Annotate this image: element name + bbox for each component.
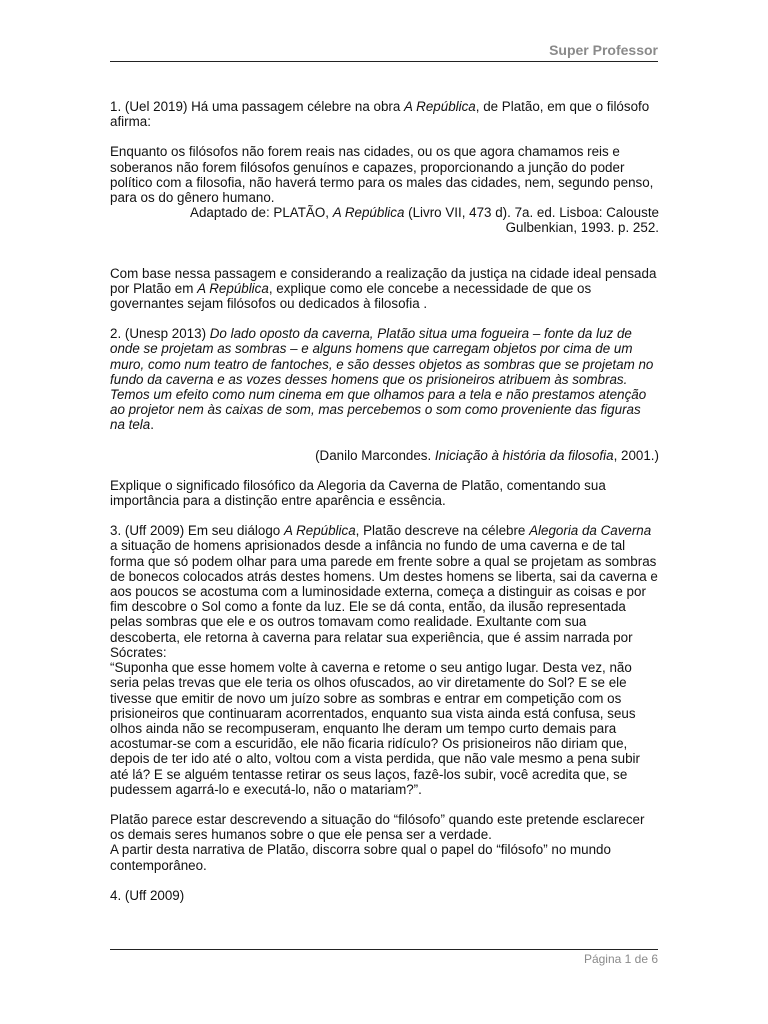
header-rule bbox=[110, 61, 658, 62]
header-brand: Super Professor bbox=[549, 42, 658, 58]
q2-quote: Do lado oposto da caverna, Platão situa uma fogueira – fonte da luz de onde se projetam as sombras – e alguns homens que carregam objetos por cima de um muro, como num teatro de fantoches, e são desses objetos as sombras que se projetam no fundo da caverna e as vozes desses homens que os prisioneiros atribuem às sombras. Temos um efeito como num cinema em que olhamos para a tela e não prestamos atenção ao projetor nem às caixas de som, mas percebemos o som como proveniente das figuras na tela bbox=[110, 326, 654, 433]
q2-task: Explique o significado filosófico da Alegoria da Caverna de Platão, comentando sua importância para a distinção entre aparência e essência. bbox=[110, 477, 606, 509]
q3-number: 3. bbox=[110, 523, 122, 539]
q1-intro: 1. (Uel 2019) Há uma passagem célebre na obra A República, de Platão, em que o filósofo afirma: bbox=[110, 99, 650, 130]
q3-intro: 3. (Uff 2009) Em seu diálogo A República, Platão descreve na célebre Alegoria da Caverna a situação de homens aprisionados desde a infância no fundo de uma caverna e de tal forma que só podem olhar para uma parede em frente sobre a qual se projetam as sombras de bonecos colocados atrás destes homens. Um destes homens se liberta, sai da caverna e aos poucos se acostuma com a luminosidade externa, começa a distinguir as coisas e por fim descobre o Sol como a fonte da luz. Ele se dá conta, então, da ilusão representada pelas sombras que ele e os outros tomavam como realidade. Exultante com sua descoberta, ele retorna à caverna para relatar sua experiência, que é assim narrada por Sócrates: bbox=[110, 523, 658, 660]
q2-number: 2. bbox=[110, 326, 122, 342]
q2-intro: 2. (Unesp 2013) Do lado oposto da caverna, Platão situa uma fogueira – fonte da luz de onde se projetam as sombras – e alguns homens que carregam objetos por cima de um muro, como num teatro de fantoches, e são desses objetos as sombras que se projetam no fundo da caverna e as vozes desses homens que os prisioneiros atribuem às sombras. Temos um efeito como num cinema em que olhamos para a tela e não prestamos atenção ao projetor nem às caixas de som, mas percebemos o som como proveniente das figuras na tela. bbox=[110, 326, 654, 433]
q3-quote: “Suponha que esse homem volte à caverna e retome o seu antigo lugar. Desta vez, não seria pelas trevas que ele teria os olhos ofuscados, ao vir diretamente do Sol? E se ele tivesse que emitir de novo um juízo sobre as sombras e entrar em competição com os prisioneiros que continuaram acorrentados, enquanto sua vista ainda está confusa, seus olhos ainda não se recompuseram, enquanto lhe deram um tempo curto demais para acostumar-se com a escuridão, ele não ficaria ridículo? Os prisioneiros não diriam que, depois de ter ido até o alto, voltou com a vista perdida, que não vale mesmo a pena subir até lá? E se alguém tentasse retirar os seus laços, fazê-los subir, você acredita que, se pudessem agarrá-lo e executá-lo, não o matariam?”. bbox=[110, 660, 640, 797]
q1-task: Com base nessa passagem e considerando a realização da justiça na cidade ideal pensada por Platão em A República, explique como ele concebe a necessidade de que os governantes sejam filósofos ou dedicados à filosofia . bbox=[110, 265, 657, 312]
q1-number: 1. bbox=[110, 99, 122, 114]
q2-source: (Danilo Marcondes. Iniciação à história da filosofia, 2001.) bbox=[315, 447, 659, 463]
q4-intro: 4. (Uff 2009) bbox=[110, 887, 185, 903]
footer-rule bbox=[110, 949, 658, 950]
q3-task-1: Platão parece estar descrevendo a situação do “filósofo” quando este pretende esclarecer os demais seres humanos sobre o que ele pensa ser a verdade. bbox=[110, 811, 645, 843]
q3-task-2: A partir desta narrativa de Platão, discorra sobre qual o papel do “filósofo” no mundo contemporâneo. bbox=[110, 842, 611, 873]
page-number: Página 1 de 6 bbox=[583, 952, 658, 966]
q1-source: Adaptado de: PLATÃO, A República (Livro VII, 473 d). 7a. ed. Lisboa: Calouste Gulbenkian, 1993. p. 252. bbox=[190, 205, 659, 236]
document-body bbox=[110, 99, 659, 903]
q1-quote: Enquanto os filósofos não forem reais nas cidades, ou os que agora chamamos reis e soberanos não forem filósofos genuínos e capazes, proporcionando a junção do poder político com a filosofia, não haverá termo para os males das cidades, nem, segundo penso, para os do gênero humano. bbox=[110, 144, 654, 206]
q4-number: 4. bbox=[110, 887, 122, 903]
